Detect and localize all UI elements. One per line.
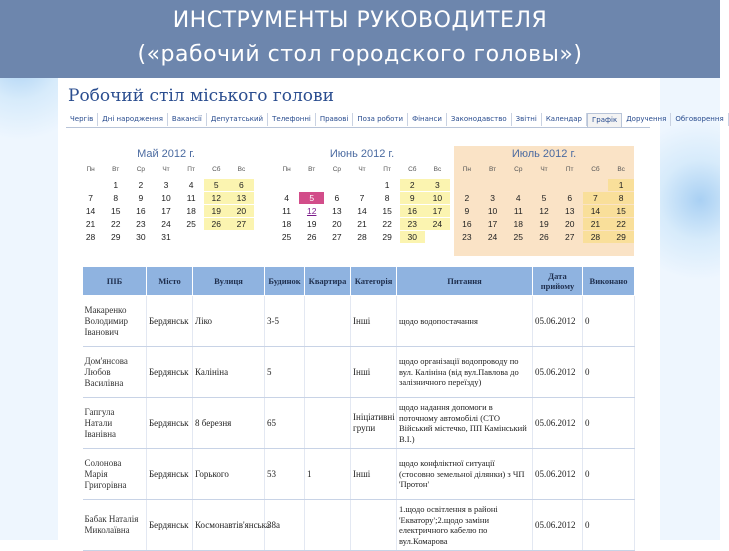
weekday-label: Вс	[433, 166, 442, 173]
calendar-day[interactable]: 4	[188, 180, 194, 190]
table-cell: 65	[265, 398, 305, 449]
appointments-table	[82, 266, 634, 551]
column-header[interactable]: Місто	[147, 267, 193, 296]
table-cell: Інші	[351, 296, 397, 347]
calendar-day[interactable]: 23	[136, 219, 146, 229]
calendar-day[interactable]: 11	[282, 206, 291, 216]
table-cell: Ініціативні групи	[351, 398, 397, 449]
calendar-day[interactable]: 10	[425, 192, 450, 204]
calendar-day[interactable]: 27	[564, 232, 575, 242]
calendar-day[interactable]: 22	[382, 219, 392, 229]
calendar-day[interactable]: 9	[400, 192, 425, 204]
table-cell: Бердянськ	[147, 296, 193, 347]
calendar-day[interactable]: 17	[425, 205, 450, 217]
table-cell: Ліко	[193, 296, 265, 347]
weekday-label: Ср	[514, 166, 523, 173]
column-header[interactable]: Дата прийому	[533, 267, 583, 296]
calendar-day[interactable]: 24	[425, 218, 450, 230]
calendar-may	[78, 146, 254, 256]
calendar-day[interactable]: 13	[332, 206, 342, 216]
calendar-day[interactable]: 27	[229, 218, 254, 230]
table-row[interactable]	[83, 500, 635, 551]
calendar-day[interactable]: 13	[564, 206, 575, 216]
calendar-july	[454, 146, 634, 256]
calendar-day[interactable]: 5	[204, 179, 229, 191]
calendar-day[interactable]: 15	[382, 206, 392, 216]
slide-title: ИНСТРУМЕНТЫ РУКОВОДИТЕЛЯ	[172, 8, 548, 33]
calendar-day[interactable]: 10	[487, 206, 498, 216]
weekday-label: Вс	[617, 166, 625, 173]
calendar-day[interactable]: 25	[281, 232, 292, 242]
weekday-label: Пн	[282, 166, 291, 173]
calendar-day[interactable]: 28	[357, 232, 367, 242]
table-cell: Бердянськ	[147, 500, 193, 551]
column-header[interactable]: Квартира	[305, 267, 351, 296]
table-cell: 05.06.2012	[533, 347, 583, 398]
calendar-day[interactable]: 11	[186, 193, 196, 203]
calendar-day[interactable]: 23	[400, 218, 425, 230]
calendar-day[interactable]: 8	[384, 193, 390, 203]
calendar-day[interactable]: 10	[161, 193, 171, 203]
calendar-day[interactable]: 23	[462, 232, 472, 242]
calendar-day[interactable]: 9	[138, 193, 144, 203]
calendar-day[interactable]: 28	[85, 232, 96, 242]
calendar-day[interactable]: 7	[88, 193, 93, 203]
calendar-day[interactable]: 1	[113, 180, 119, 190]
calendar-weekday-row	[454, 166, 634, 173]
calendar-day[interactable]: 14	[583, 205, 609, 217]
tab-bar	[66, 113, 724, 128]
table-cell: 0	[583, 449, 635, 500]
column-header[interactable]: Питання	[397, 267, 533, 296]
calendar-day[interactable]: 31	[161, 232, 171, 242]
calendar-day[interactable]: 25	[513, 232, 524, 242]
calendar-day[interactable]: 9	[464, 206, 470, 216]
table-cell	[305, 398, 351, 449]
slide-subtitle: («рабочий стол городского головы»)	[137, 42, 583, 67]
weekday-label: Пт	[187, 166, 195, 173]
table-cell: 05.06.2012	[533, 296, 583, 347]
table-row[interactable]	[83, 347, 635, 398]
weekday-label: Чт	[162, 166, 170, 173]
table-cell: щодо організації водопроводу по вул. Калініна (від вул.Павлова до залізничного переїзду)	[397, 347, 533, 398]
calendar-day[interactable]: 19	[204, 205, 229, 217]
calendar-day[interactable]: 21	[583, 218, 609, 230]
weekday-label: Ср	[332, 166, 341, 173]
calendar-day[interactable]: 7	[359, 193, 365, 203]
tab-2[interactable]: Вакансії	[168, 113, 207, 126]
calendar-day[interactable]: 8	[113, 193, 119, 203]
table-cell: Бабак Наталія Миколаївна	[83, 500, 147, 551]
table-row[interactable]	[83, 398, 635, 449]
calendar-day[interactable]: 12	[204, 192, 229, 204]
calendar-day[interactable]: 12	[306, 206, 317, 216]
calendar-day[interactable]: 22	[110, 219, 121, 229]
tab-3[interactable]: Депутатський	[207, 113, 268, 126]
column-header[interactable]: Вулиця	[193, 267, 265, 296]
calendar-day[interactable]: 6	[229, 179, 254, 191]
table-cell	[305, 347, 351, 398]
calendar-day[interactable]: 1	[608, 179, 634, 191]
calendar-empty-cell	[179, 231, 204, 243]
weekday-label: Пн	[462, 166, 471, 173]
calendar-empty-cell	[204, 231, 229, 243]
calendar-day[interactable]: 24	[161, 219, 171, 229]
calendar-day[interactable]: 28	[583, 231, 609, 243]
calendar-day[interactable]: 4	[515, 193, 521, 203]
calendar-day-grid	[454, 179, 634, 243]
calendar-day[interactable]: 15	[110, 206, 121, 216]
weekday-label: Чт	[358, 166, 366, 173]
calendar-empty-cell	[505, 179, 531, 191]
table-header-row	[83, 267, 635, 296]
tab-11[interactable]: Графік	[587, 113, 622, 127]
table-cell: 38а	[265, 500, 305, 551]
column-header[interactable]: Виконано	[583, 267, 635, 296]
calendar-empty-cell	[557, 179, 583, 191]
calendar-month-title[interactable]: Май 2012 г.	[137, 148, 195, 160]
table-cell: Бердянськ	[147, 398, 193, 449]
weekday-label: Чт	[540, 166, 548, 173]
calendar-day[interactable]: 25	[186, 219, 196, 229]
app-title: Робочий стіл міського голови	[68, 86, 334, 106]
table-cell: Інші	[351, 449, 397, 500]
tab-5[interactable]: Правові	[316, 113, 353, 126]
calendar-weekday-row	[78, 166, 254, 173]
table-cell: Інші	[351, 347, 397, 398]
slide-bg-right	[660, 0, 720, 540]
calendar-day[interactable]: 18	[186, 206, 196, 216]
calendar-day[interactable]: 5	[299, 192, 324, 204]
calendar-day[interactable]: 29	[382, 232, 392, 242]
table-cell: Калініна	[193, 347, 265, 398]
table-cell: 8 березня	[193, 398, 265, 449]
calendar-day[interactable]: 18	[513, 219, 524, 229]
calendar-day-grid	[274, 179, 450, 243]
table-cell: 0	[583, 296, 635, 347]
table-cell: Горького	[193, 449, 265, 500]
calendar-day[interactable]: 2	[400, 179, 425, 191]
table-row[interactable]	[83, 449, 635, 500]
calendar-day[interactable]: 18	[281, 219, 292, 229]
calendar-day[interactable]: 2	[464, 193, 470, 203]
calendar-empty-cell	[454, 179, 480, 191]
table-cell: Бердянськ	[147, 347, 193, 398]
column-header[interactable]: Категорія	[351, 267, 397, 296]
calendar-day[interactable]: 6	[334, 193, 340, 203]
table-cell: 0	[583, 398, 635, 449]
calendar-day[interactable]: 20	[564, 219, 575, 229]
weekday-label: Пт	[383, 166, 391, 173]
table-cell: Макаренко Володимир Іванович	[83, 296, 147, 347]
calendar-day[interactable]: 14	[357, 206, 367, 216]
calendar-empty-cell	[349, 179, 374, 191]
table-row[interactable]	[83, 296, 635, 347]
calendar-day[interactable]: 16	[136, 206, 146, 216]
calendar-day[interactable]: 20	[229, 205, 254, 217]
tab-4[interactable]: Телефонні	[268, 113, 316, 126]
table-cell: Солонова Марія Григорівна	[83, 449, 147, 500]
table-cell: 1.щодо освітлення в районі 'Екватору';2.щодо заміни електричного кабелю по вул.Комарова	[397, 500, 533, 551]
calendar-day[interactable]: 30	[136, 232, 146, 242]
weekday-label: Вт	[308, 166, 316, 173]
column-header[interactable]: Будинок	[265, 267, 305, 296]
calendar-day[interactable]: 11	[513, 206, 523, 216]
table-cell: Дом'янсова Любов Василівна	[83, 347, 147, 398]
table-cell: Гапгула Натали Іванівна	[83, 398, 147, 449]
calendar-empty-cell	[583, 179, 609, 191]
calendar-empty-cell	[229, 231, 254, 243]
tab-9[interactable]: Звітні	[512, 113, 542, 126]
calendar-day[interactable]: 26	[306, 232, 317, 242]
weekday-label: Пт	[565, 166, 574, 173]
calendar-day[interactable]: 29	[608, 231, 634, 243]
weekday-label: Вс	[237, 166, 246, 173]
calendar-day[interactable]: 3	[425, 179, 450, 191]
calendar-day[interactable]: 22	[608, 218, 634, 230]
table-cell: 0	[583, 500, 635, 551]
calendar-day[interactable]: 20	[332, 219, 342, 229]
table-cell: 0	[583, 347, 635, 398]
calendar-day[interactable]: 4	[284, 193, 289, 203]
calendar-day[interactable]: 26	[539, 232, 549, 242]
tab-6[interactable]: Поза роботи	[353, 113, 408, 126]
table-cell	[351, 500, 397, 551]
weekday-label: Пн	[86, 166, 95, 173]
tab-10[interactable]: Календар	[542, 113, 587, 126]
calendar-empty-cell	[480, 179, 506, 191]
calendar-day[interactable]: 1	[384, 180, 390, 190]
table-cell: 53	[265, 449, 305, 500]
slide-bg-left	[0, 0, 58, 540]
calendar-day[interactable]: 15	[608, 205, 634, 217]
calendar-day[interactable]: 26	[204, 218, 229, 230]
calendar-empty-cell	[299, 179, 324, 191]
calendar-day[interactable]: 30	[400, 231, 425, 243]
calendar-day[interactable]: 29	[110, 232, 121, 242]
calendar-day[interactable]: 3	[163, 180, 169, 190]
weekday-label: Сб	[212, 166, 221, 173]
table-cell: щодо конфліктної ситуації (стосовно земельної ділянки) з ЧП 'Протон'	[397, 449, 533, 500]
calendar-day[interactable]: 21	[357, 219, 367, 229]
calendar-empty-cell	[324, 179, 349, 191]
weekday-label: Сб	[591, 166, 600, 173]
table-cell: Космонавтів'янська	[193, 500, 265, 551]
calendar-day[interactable]: 13	[229, 192, 254, 204]
calendar-day[interactable]: 5	[541, 193, 547, 203]
calendar-day[interactable]: 6	[567, 193, 573, 203]
weekday-label: Вт	[112, 166, 120, 173]
calendar-day[interactable]: 24	[487, 232, 498, 242]
tab-12[interactable]: Доручення	[622, 113, 671, 126]
weekday-label: Сб	[408, 166, 417, 173]
calendar-empty-cell	[531, 179, 557, 191]
table-cell	[305, 296, 351, 347]
calendar-empty-cell	[425, 231, 450, 243]
table-cell: щодо надання допомоги в поточному автомобілі (СТО Війський містечко, ПП Камінський В.І.)	[397, 398, 533, 449]
table-cell: 5	[265, 347, 305, 398]
table-cell: 05.06.2012	[533, 398, 583, 449]
tab-1[interactable]: Дні народження	[98, 113, 168, 126]
calendar-day[interactable]: 16	[462, 219, 472, 229]
calendar-day[interactable]: 19	[306, 219, 317, 229]
column-header[interactable]: ПІБ	[83, 267, 147, 296]
calendar-month-title[interactable]: Июнь 2012 г.	[329, 148, 395, 160]
calendar-day[interactable]: 7	[583, 192, 609, 204]
calendar-day[interactable]: 17	[487, 219, 498, 229]
calendar-day[interactable]: 17	[161, 206, 171, 216]
calendar-day[interactable]: 14	[85, 206, 96, 216]
calendar-month-title[interactable]: Июль 2012 г.	[511, 148, 577, 160]
calendar-day[interactable]: 27	[332, 232, 342, 242]
table-cell	[305, 500, 351, 551]
tab-13[interactable]: Обговорення	[671, 113, 728, 126]
calendar-day[interactable]: 3	[490, 193, 495, 203]
calendar-empty-cell	[78, 179, 103, 191]
table-cell: 05.06.2012	[533, 500, 583, 551]
calendar-day[interactable]: 21	[85, 219, 96, 229]
tab-0[interactable]: Чергів	[66, 113, 98, 126]
table-cell: Бердянськ	[147, 449, 193, 500]
app-screenshot	[62, 80, 724, 546]
weekday-label: Вт	[489, 166, 497, 173]
calendar-day[interactable]: 16	[400, 205, 425, 217]
weekday-label: Ср	[136, 166, 145, 173]
calendar-day[interactable]: 19	[539, 219, 549, 229]
tab-7[interactable]: Фінанси	[408, 113, 447, 126]
calendar-day-grid	[78, 179, 254, 243]
table-cell: 1	[305, 449, 351, 500]
table-cell: щодо водопостачання	[397, 296, 533, 347]
tab-8[interactable]: Законодавство	[447, 113, 512, 126]
calendar-day[interactable]: 8	[608, 192, 634, 204]
calendar-day[interactable]: 2	[138, 180, 144, 190]
calendar-weekday-row	[274, 166, 450, 173]
calendar-june	[274, 146, 450, 256]
table-cell: 05.06.2012	[533, 449, 583, 500]
slide-banner	[0, 0, 720, 78]
calendar-empty-cell	[274, 179, 299, 191]
table-cell: 3-5	[265, 296, 305, 347]
calendar-day[interactable]: 12	[539, 206, 549, 216]
